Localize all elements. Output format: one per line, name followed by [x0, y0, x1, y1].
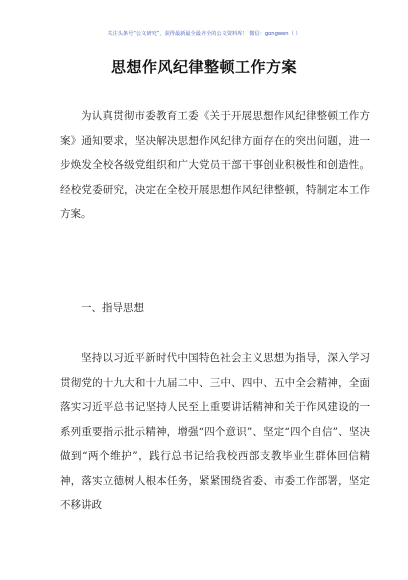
watermark-text: 关注头条号“公文研究”，获得最新最全最齐全的公文资料库！ 微信：gongwen（ ） [107, 31, 301, 37]
intro-paragraph: 为认真贯彻市委教育工委《关于开展思想作风纪律整顿工作方案》通知要求，坚决解决思想作风纪律方面存在的突出问题，进一步焕发全校各级党组织和广大党员干部干事创业积极性和创造性。经校党委研究，决定在全校开展思想作风纪律整顿，特制定本工作方案。 [60, 110, 370, 220]
guiding-ideology-paragraph: 坚持以习近平新时代中国特色社会主义思想为指导，深入学习贯彻党的十九大和十九届二中、三中、四中、五中全会精神，全面落实习近平总书记坚持人民至上重要讲话精神和关于作风建设的一系列重要指示批示精神，增强“四个意识”、坚定“四个自信”、坚决做到“两个维护”，践行总书记给我校西部支教毕业生群体回信精神，落实立德树人根本任务，紧紧围绕省委、市委工作部署，坚定不移讲政 [60, 352, 370, 511]
section-heading-guiding-ideology: 一、指导思想 [81, 302, 144, 314]
document-title: 思想作风纪律整顿工作方案 [110, 58, 297, 76]
